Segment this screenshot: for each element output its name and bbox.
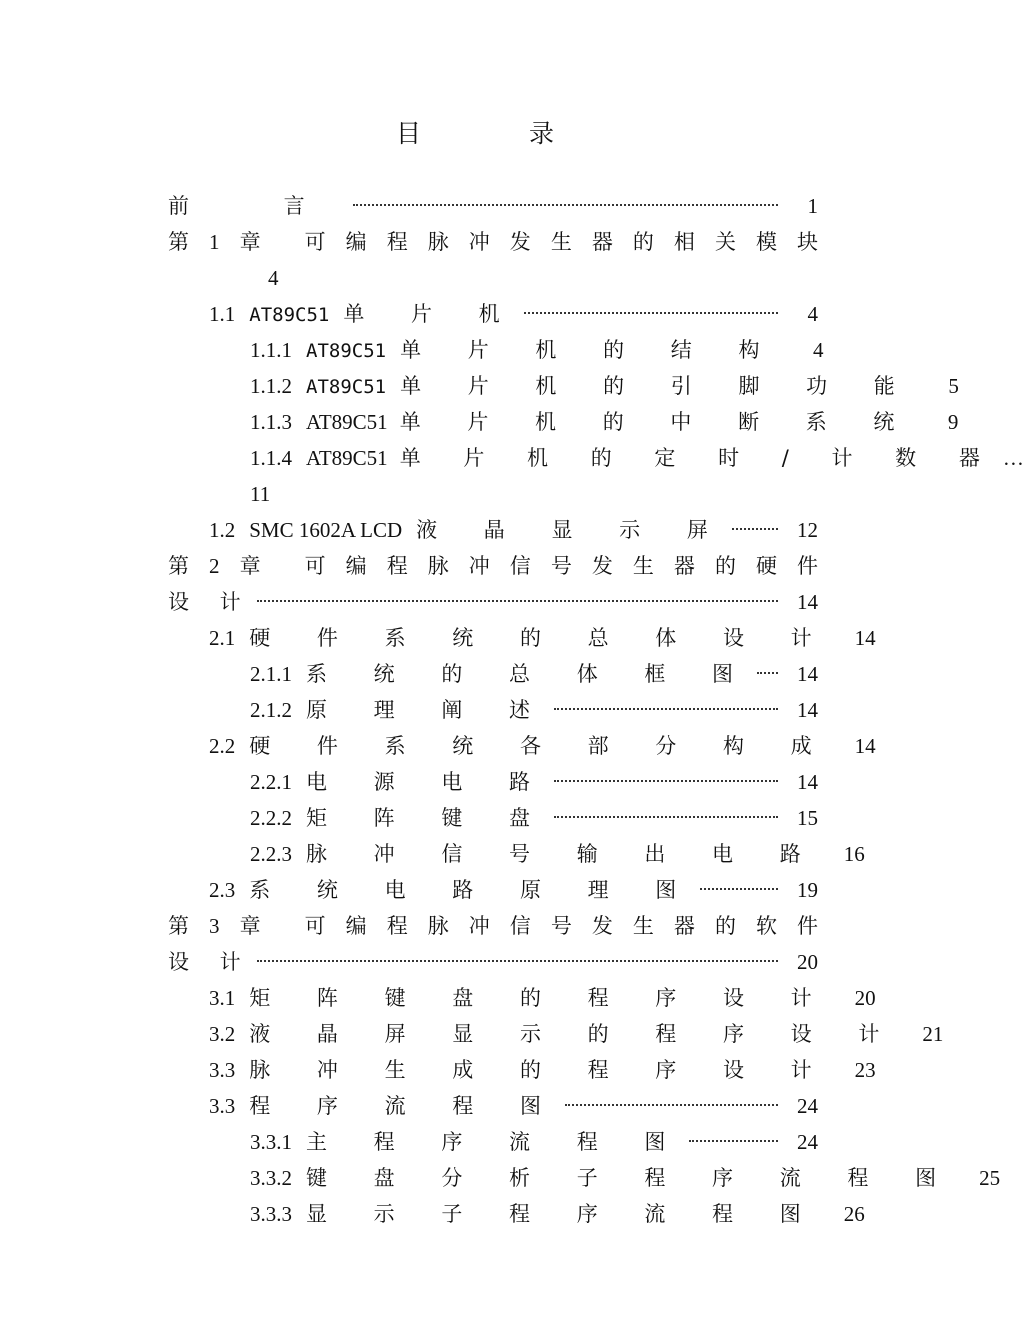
toc-entry-text: 系 统 电 路 原 理 图 — [249, 878, 697, 902]
toc-entry-text: 电 源 电 路 — [306, 770, 551, 794]
toc-entry-text: 液 晶 显 示 屏 — [416, 518, 728, 542]
toc-entry-ch3-cont[interactable] — [168, 944, 818, 980]
toc-entry-text: 单 片 机 的 结 构 — [400, 338, 780, 362]
toc-page: 4 — [812, 338, 824, 362]
chapter-char: 编 — [345, 230, 367, 254]
toc-page: 26 — [843, 1202, 865, 1226]
toc-page: 19 — [797, 878, 818, 902]
toc-number: 1.1.3 — [250, 410, 292, 434]
toc-entry-text: 前 言 — [168, 194, 349, 218]
leader-dots — [554, 780, 778, 782]
toc-code: AT89C51 — [306, 340, 387, 362]
toc-entry-3-2[interactable] — [209, 1016, 944, 1052]
toc-number: 1.2 — [209, 518, 236, 542]
toc-code: AT89C51 — [306, 446, 388, 470]
toc-entry-1-1[interactable] — [209, 296, 818, 332]
toc-entry-text: 单 片 机 的 定 时 / 计 数 器 — [399, 446, 998, 470]
toc-number: 2.2.1 — [250, 770, 292, 794]
toc-entry-text: 键 盘 分 析 子 程 序 流 程 图 — [306, 1166, 957, 1190]
leader-dots — [565, 1104, 778, 1106]
toc-entry-1-2[interactable] — [209, 512, 818, 548]
chapter-char: 第 — [168, 914, 189, 938]
toc-code: AT89C51 — [306, 376, 387, 398]
chapter-char: 器 — [673, 554, 695, 578]
toc-page: 14 — [797, 662, 818, 686]
chapter-char — [281, 548, 285, 584]
toc-entry-ch2-cont[interactable] — [168, 584, 818, 620]
leader-dots — [353, 204, 778, 206]
chapter-char: 脉 — [427, 230, 449, 254]
chapter-char: 第 — [168, 230, 189, 254]
chapter-char: 脉 — [427, 554, 449, 578]
toc-entry-2-2-3[interactable] — [250, 836, 865, 872]
toc-entry-3-3a[interactable] — [209, 1052, 876, 1088]
toc-number: 3.2 — [209, 1022, 236, 1046]
toc-entry-3-3-1[interactable] — [250, 1124, 818, 1160]
chapter-char: 器 — [591, 230, 613, 254]
chapter-char: 冲 — [468, 230, 490, 254]
chapter-char: 编 — [345, 914, 367, 938]
toc-page: 15 — [797, 806, 818, 830]
chapter-char: 的 — [632, 230, 654, 254]
chapter-char: 块 — [797, 230, 818, 254]
toc-entry-text: 脉 冲 信 号 输 出 电 路 — [306, 842, 821, 866]
toc-entry-2-1-2[interactable] — [250, 692, 818, 728]
chapter-char: 软 — [755, 914, 777, 938]
toc-page: 24 — [797, 1130, 818, 1154]
toc-entry-text: 原 理 阐 述 — [306, 698, 551, 722]
chapter-heading — [168, 224, 818, 260]
toc-entry-2-2-2[interactable] — [250, 800, 818, 836]
toc-number: 1.1 — [209, 302, 236, 326]
chapter-char: 脉 — [427, 914, 449, 938]
chapter-char: 模 — [755, 230, 777, 254]
toc-page-ch1 — [268, 260, 328, 296]
toc-page: 14 — [854, 734, 876, 758]
leader-dots — [257, 960, 778, 962]
toc-page: 5 — [948, 374, 959, 398]
toc-page: 14 — [797, 770, 818, 794]
chapter-char: 编 — [345, 554, 367, 578]
toc-entry-text: 矩 阵 键 盘 的 程 序 设 计 — [249, 986, 832, 1010]
toc-entry-ch2[interactable] — [168, 548, 818, 584]
toc-title: 目 录 — [396, 119, 604, 148]
toc-number: 3.3.1 — [250, 1130, 292, 1154]
toc-page: 11 — [250, 482, 271, 506]
chapter-char: 章 — [239, 914, 261, 938]
chapter-char: 可 — [304, 230, 326, 254]
toc-page: 14 — [797, 698, 818, 722]
chapter-char: 可 — [304, 914, 326, 938]
toc-entry-1-1-1[interactable] — [250, 332, 824, 368]
toc-code: AT89C51 — [249, 304, 330, 326]
chapter-char: 冲 — [468, 914, 490, 938]
toc-page: 20 — [854, 986, 876, 1010]
chapter-char: 的 — [714, 914, 736, 938]
toc-number: 3.3 — [209, 1058, 236, 1082]
toc-page: 12 — [797, 518, 818, 542]
toc-number: 2.2 — [209, 734, 236, 758]
toc-number: 2.3 — [209, 878, 236, 902]
chapter-char: 章 — [239, 230, 261, 254]
chapter-char: 信 — [509, 914, 531, 938]
toc-number: 3.3.2 — [250, 1166, 292, 1190]
chapter-char: 可 — [304, 554, 326, 578]
chapter-char: 生 — [632, 914, 654, 938]
toc-entry-3-1[interactable] — [209, 980, 876, 1016]
chapter-char — [281, 224, 285, 260]
leader-dots — [554, 816, 778, 818]
toc-page: 4 — [268, 266, 279, 290]
toc-entry-text: 矩 阵 键 盘 — [306, 806, 551, 830]
toc-page: 24 — [797, 1094, 818, 1118]
toc-number: 3.1 — [209, 986, 236, 1010]
toc-entry-text: 主 程 序 流 程 图 — [306, 1130, 686, 1154]
toc-number: 2.1.1 — [250, 662, 292, 686]
toc-number: 1.1.2 — [250, 374, 292, 398]
toc-entry-ch1[interactable] — [168, 224, 818, 260]
leader-dots — [524, 312, 778, 314]
toc-entry-text: 系 统 的 总 体 框 图 — [306, 662, 754, 686]
chapter-char: 关 — [714, 230, 736, 254]
chapter-char: 器 — [673, 914, 695, 938]
chapter-char: 章 — [239, 554, 261, 578]
toc-page: 16 — [843, 842, 865, 866]
ellipsis: … — [1002, 446, 1024, 470]
chapter-char: 程 — [386, 914, 408, 938]
toc-code: AT89C51 — [306, 410, 388, 434]
chapter-char: 2 — [209, 554, 220, 578]
toc-entry-3-3-3[interactable] — [250, 1196, 865, 1232]
toc-number: 2.2.2 — [250, 806, 292, 830]
toc-entry-text: 设 计 — [168, 950, 253, 974]
chapter-char: 冲 — [468, 554, 490, 578]
toc-entry-text: 单 片 机 的 引 脚 功 能 — [400, 374, 915, 398]
chapter-char: 硬 — [755, 554, 777, 578]
toc-page: 25 — [979, 1166, 1001, 1190]
toc-entry-1-1-3[interactable] — [250, 404, 959, 440]
toc-entry-2-1[interactable] — [209, 620, 876, 656]
toc-entry-2-2[interactable] — [209, 728, 876, 764]
toc-entry-text: 硬 件 系 统 的 总 体 设 计 — [249, 626, 832, 650]
toc-number: 3.3 — [209, 1094, 236, 1118]
toc-entry-text: 单 片 机 — [343, 302, 520, 326]
chapter-char: 1 — [209, 230, 220, 254]
toc-entry-text: 显 示 子 程 序 流 程 图 — [306, 1202, 821, 1226]
toc-number: 1.1.1 — [250, 338, 292, 362]
toc-entry-text: 脉 冲 生 成 的 程 序 设 计 — [249, 1058, 832, 1082]
leader-dots — [689, 1140, 778, 1142]
chapter-char: 相 — [673, 230, 695, 254]
chapter-char: 件 — [797, 554, 818, 578]
toc-page: 14 — [797, 590, 818, 614]
toc-page: 23 — [854, 1058, 876, 1082]
toc-number: 2.1.2 — [250, 698, 292, 722]
leader-dots — [732, 528, 778, 530]
chapter-char: 号 — [550, 914, 572, 938]
chapter-char: 第 — [168, 554, 189, 578]
toc-entry-2-3[interactable] — [209, 872, 818, 908]
toc-page: 14 — [854, 626, 876, 650]
toc-entry-3-3b[interactable] — [209, 1088, 818, 1124]
toc-entry-2-1-1[interactable] — [250, 656, 818, 692]
toc-page: 4 — [807, 302, 818, 326]
chapter-char: 生 — [632, 554, 654, 578]
toc-page: 9 — [947, 410, 959, 434]
chapter-heading — [168, 548, 818, 584]
toc-entry-2-2-1[interactable] — [250, 764, 818, 800]
toc-entry-text: 液 晶 屏 显 示 的 程 序 设 计 — [249, 1022, 900, 1046]
toc-entry-ch3[interactable] — [168, 908, 818, 944]
toc-page-1-1-4 — [250, 476, 310, 512]
toc-number: 1.1.4 — [250, 446, 292, 470]
chapter-char: 程 — [386, 554, 408, 578]
toc-number: 3.3.3 — [250, 1202, 292, 1226]
chapter-char: 信 — [509, 554, 531, 578]
toc-page: 21 — [922, 1022, 944, 1046]
chapter-char — [281, 908, 285, 944]
leader-dots — [257, 600, 778, 602]
toc-number: 2.1 — [209, 626, 236, 650]
toc-entry-1-1-2[interactable] — [250, 368, 959, 404]
leader-dots — [757, 672, 778, 674]
toc-entry-text: 程 序 流 程 图 — [249, 1094, 561, 1118]
leader-dots — [700, 888, 778, 890]
chapter-heading — [168, 908, 818, 944]
chapter-char: 程 — [386, 230, 408, 254]
toc-entry-3-3-2[interactable] — [250, 1160, 1001, 1196]
chapter-char: 号 — [550, 554, 572, 578]
leader-dots — [554, 708, 778, 710]
toc-page: 20 — [797, 950, 818, 974]
chapter-char: 3 — [209, 914, 220, 938]
chapter-char: 件 — [797, 914, 818, 938]
toc-entry-text: 设 计 — [168, 590, 253, 614]
chapter-char: 发 — [591, 914, 613, 938]
toc-entry-text: 硬 件 系 统 各 部 分 构 成 — [249, 734, 832, 758]
chapter-char: 的 — [714, 554, 736, 578]
chapter-char: 生 — [550, 230, 572, 254]
toc-entry-1-1-4[interactable] — [250, 440, 1024, 476]
toc-page: 1 — [807, 194, 818, 218]
toc-entry-text: 单 片 机 的 中 断 系 统 — [399, 410, 915, 434]
chapter-char: 发 — [591, 554, 613, 578]
toc-number: 2.2.3 — [250, 842, 292, 866]
chapter-char: 发 — [509, 230, 531, 254]
toc-entry-foreword[interactable] — [168, 188, 818, 224]
toc-code: SMC 1602A LCD — [249, 518, 403, 542]
